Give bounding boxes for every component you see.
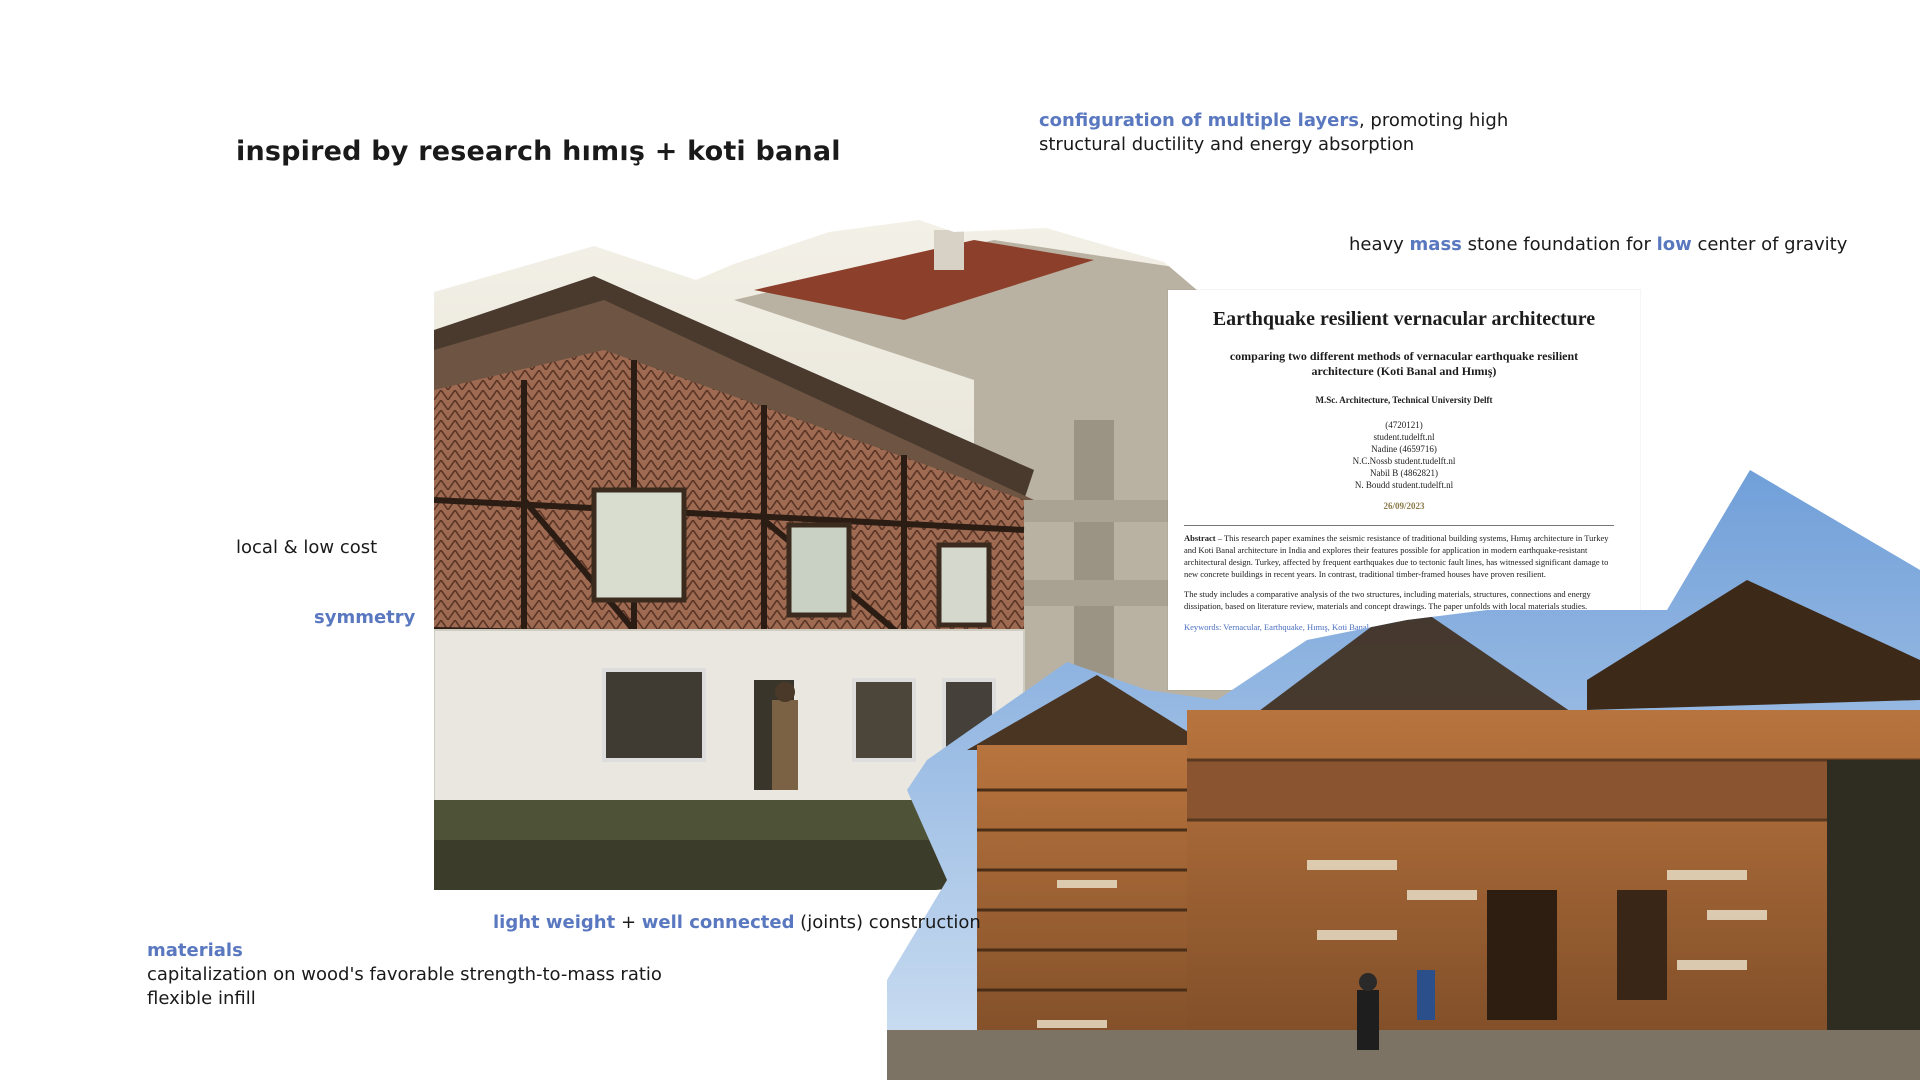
note-heavy-post: center of gravity: [1691, 234, 1848, 255]
note-light-highlight: light weight: [493, 912, 616, 933]
page-title: inspired by research hımış + koti banal: [236, 136, 841, 167]
note-light-plus: +: [615, 912, 642, 933]
note-materials-line: flexible infill: [147, 988, 256, 1009]
note-configuration: [1039, 109, 1599, 157]
note-heavy-pre: heavy: [1349, 234, 1410, 255]
note-heavy-mid: stone foundation for: [1461, 234, 1657, 255]
paper-author-line: student.tudelft.nl: [1373, 432, 1435, 442]
paper-author-line: Nadine (4659716): [1371, 444, 1437, 454]
note-light-weight: [493, 911, 981, 935]
paper-author-line: (4720121): [1385, 420, 1423, 430]
paper-abstract-text: – This research paper examines the seismic resistance of traditional building systems, Hımış architecture in Turkey and Koti Banal architecture in India and explores their features possible for application in modern earthquake-resistant architectural design. Turkey, affected by frequent earthquakes due to tectonic fault lines, has witnessed significant damage to new concrete buildings in recent years. In contrast, traditional timber-framed houses have proven resilient.: [1184, 533, 1609, 579]
note-symmetry: symmetry: [314, 607, 416, 628]
paper-abstract-text-2: The study includes a comparative analysis of the two structures, including materials, structures, connections and energy dissipation, based on literature review, materials and concept drawings. The paper unfolds with local materials studies.: [1184, 589, 1591, 611]
note-connected-highlight: well connected: [641, 912, 795, 933]
paper-title: Earthquake resilient vernacular architecture: [1212, 308, 1596, 330]
paper-keywords: Keywords: Vernacular, Earthquake, Hımış, Koti Banal: [1184, 622, 1370, 632]
note-light-post: (joints) construction: [794, 912, 981, 933]
note-heavy-low: low: [1656, 234, 1692, 255]
note-heavy-mass: mass: [1409, 234, 1462, 255]
paper-affiliation: M.Sc. Architecture, Technical University Delft: [1315, 395, 1493, 405]
paper-date: 26/09/2023: [1383, 501, 1425, 511]
paper-subtitle: comparing two different methods of vernacular earthquake resilient architecture (Koti Banal and Hımış): [1229, 349, 1579, 378]
paper-author-line: Nabil B (4862821): [1370, 468, 1438, 478]
koti-banal-photo: [887, 460, 1920, 1080]
paper-abstract-label: Abstract: [1184, 533, 1216, 543]
note-materials-line: capitalization on wood's favorable strength-to-mass ratio: [147, 964, 662, 985]
note-local-low-cost: local & low cost: [236, 537, 378, 558]
note-config-highlight: configuration of multiple layers: [1039, 110, 1359, 131]
note-materials-heading: materials: [147, 940, 243, 961]
note-config-text: , promoting high structural ductility and energy absorption: [1039, 110, 1509, 155]
paper-author-line: N.C.Nossb student.tudelft.nl: [1352, 456, 1456, 466]
note-materials: [147, 939, 662, 1011]
note-foundation: [1349, 233, 1847, 257]
paper-author-line: N. Boudd student.tudelft.nl: [1354, 480, 1454, 490]
